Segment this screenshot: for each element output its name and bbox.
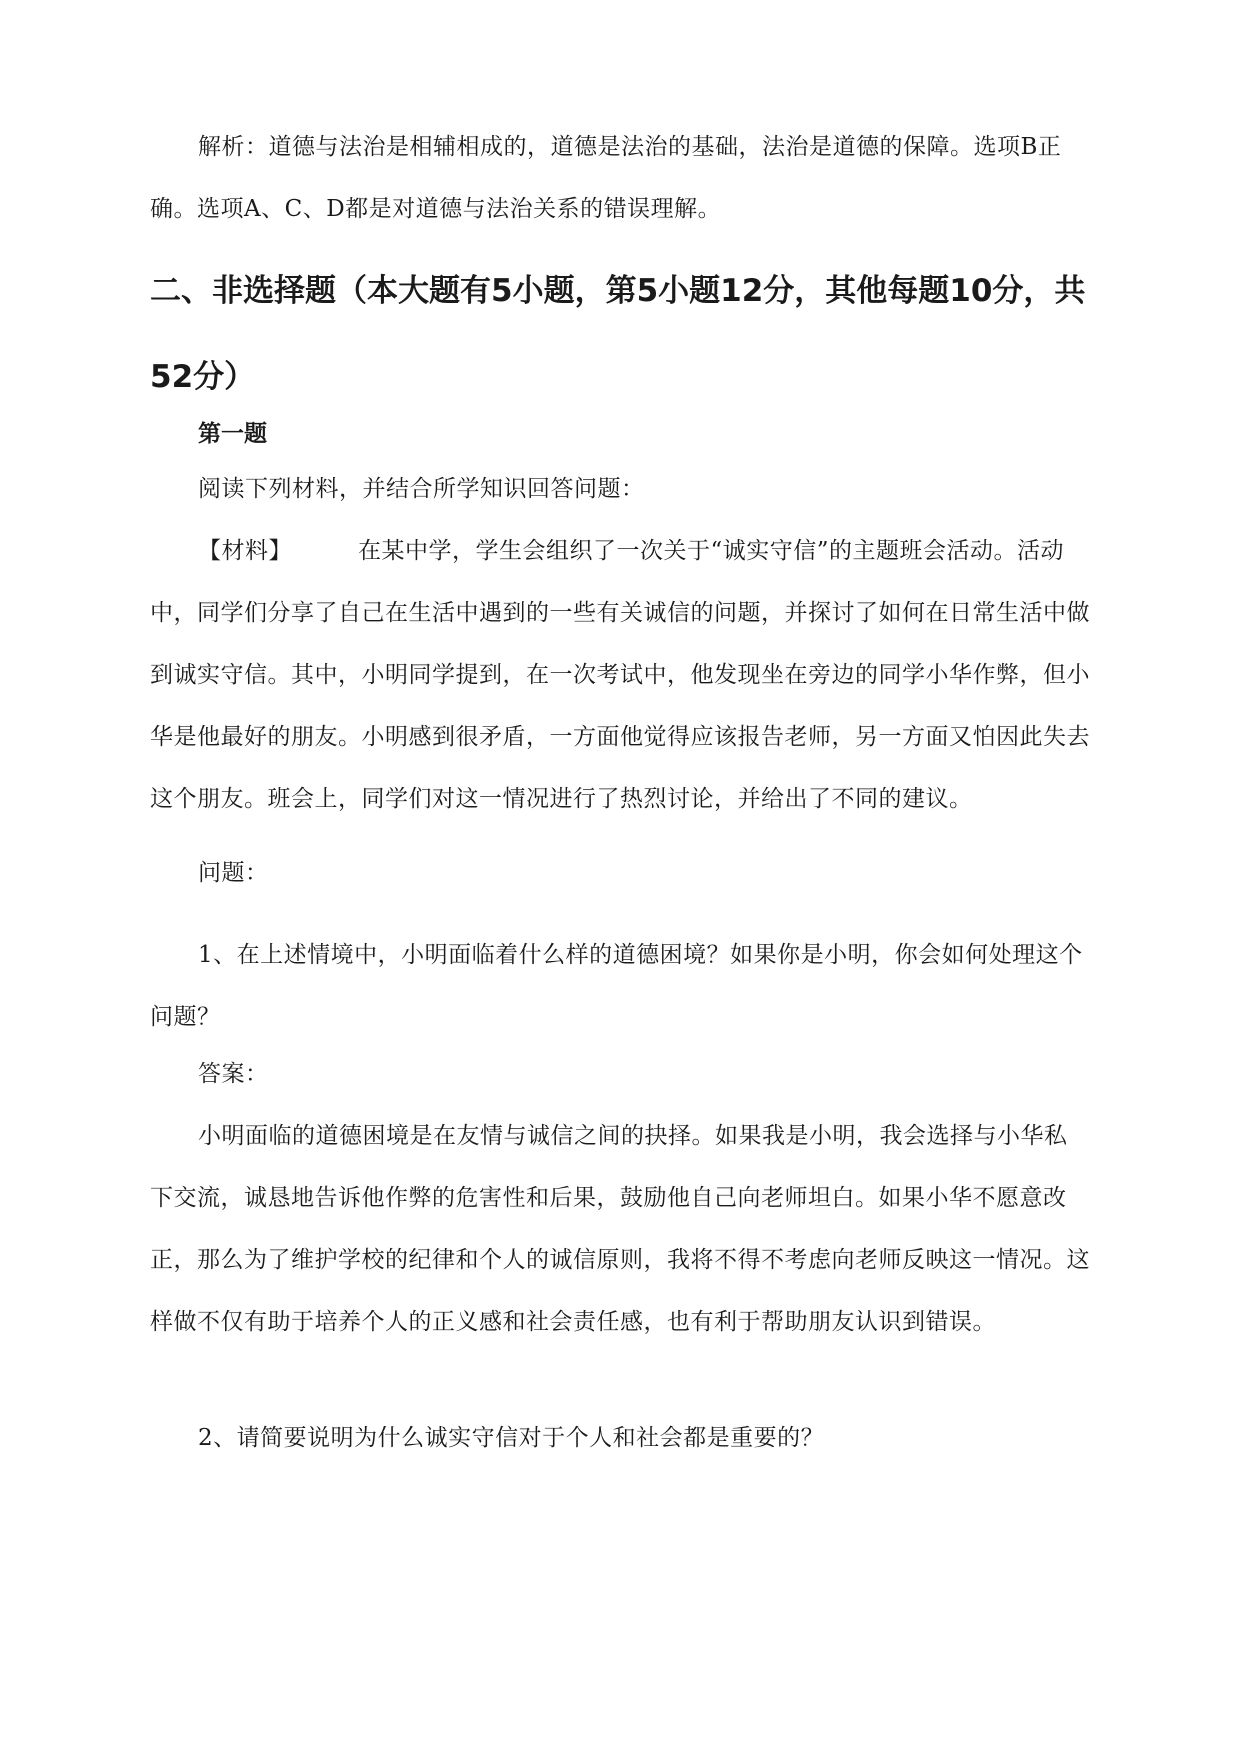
answer-label: 答案：	[198, 1061, 269, 1087]
questions-label: 问题：	[198, 860, 269, 886]
section-title: 二、非选择题（本大题有5小题，第5小题12分，其他每题10分，共52分）	[150, 273, 1086, 395]
question-1-text: 1、在上述情境中，小明面临着什么样的道德困境？如果你是小明，你会如何处理这个问题？	[150, 942, 1083, 1030]
question-label: 第一题	[198, 421, 267, 447]
answer-paragraph: 小明面临的道德困境是在友情与诚信之间的抉择。如果我是小明，我会选择与小华私下交流，诚恳地告诉他作弊的危害性和后果，鼓励他自己向老师坦白。如果小华不愿意改正，那么为了维护学校的纪律和个人的诚信原则，我将不得不考虑向老师反映这一情况。这样做不仅有助于培养个人的正义感和社会责任感，也有利于帮助朋友认识到错误。	[150, 1123, 1090, 1335]
material-tag: 【材料】	[198, 538, 292, 564]
analysis-paragraph: 解析：道德与法治是相辅相成的，道德是法治的基础，法治是道德的保障。选项B正确。选项A、C、D都是对道德与法治关系的错误理解。	[150, 134, 1062, 222]
question-2-text: 2、请简要说明为什么诚实守信对于个人和社会都是重要的？	[198, 1425, 825, 1451]
material-paragraph	[150, 520, 1090, 830]
instruction-text: 阅读下列材料，并结合所学知识回答问题：	[198, 476, 645, 502]
material-text: 在某中学，学生会组织了一次关于“诚实守信”的主题班会活动。活动中，同学们分享了自己在生活中遇到的一些有关诚信的问题，并探讨了如何在日常生活中做到诚实守信。其中，小明同学提到，在一次考试中，他发现坐在旁边的同学小华作弊，但小华是他最好的朋友。小明感到很矛盾，一方面他觉得应该报告老师，另一方面又怕因此失去这个朋友。班会上，同学们对这一情况进行了热烈讨论，并给出了不同的建议。	[150, 538, 1090, 812]
